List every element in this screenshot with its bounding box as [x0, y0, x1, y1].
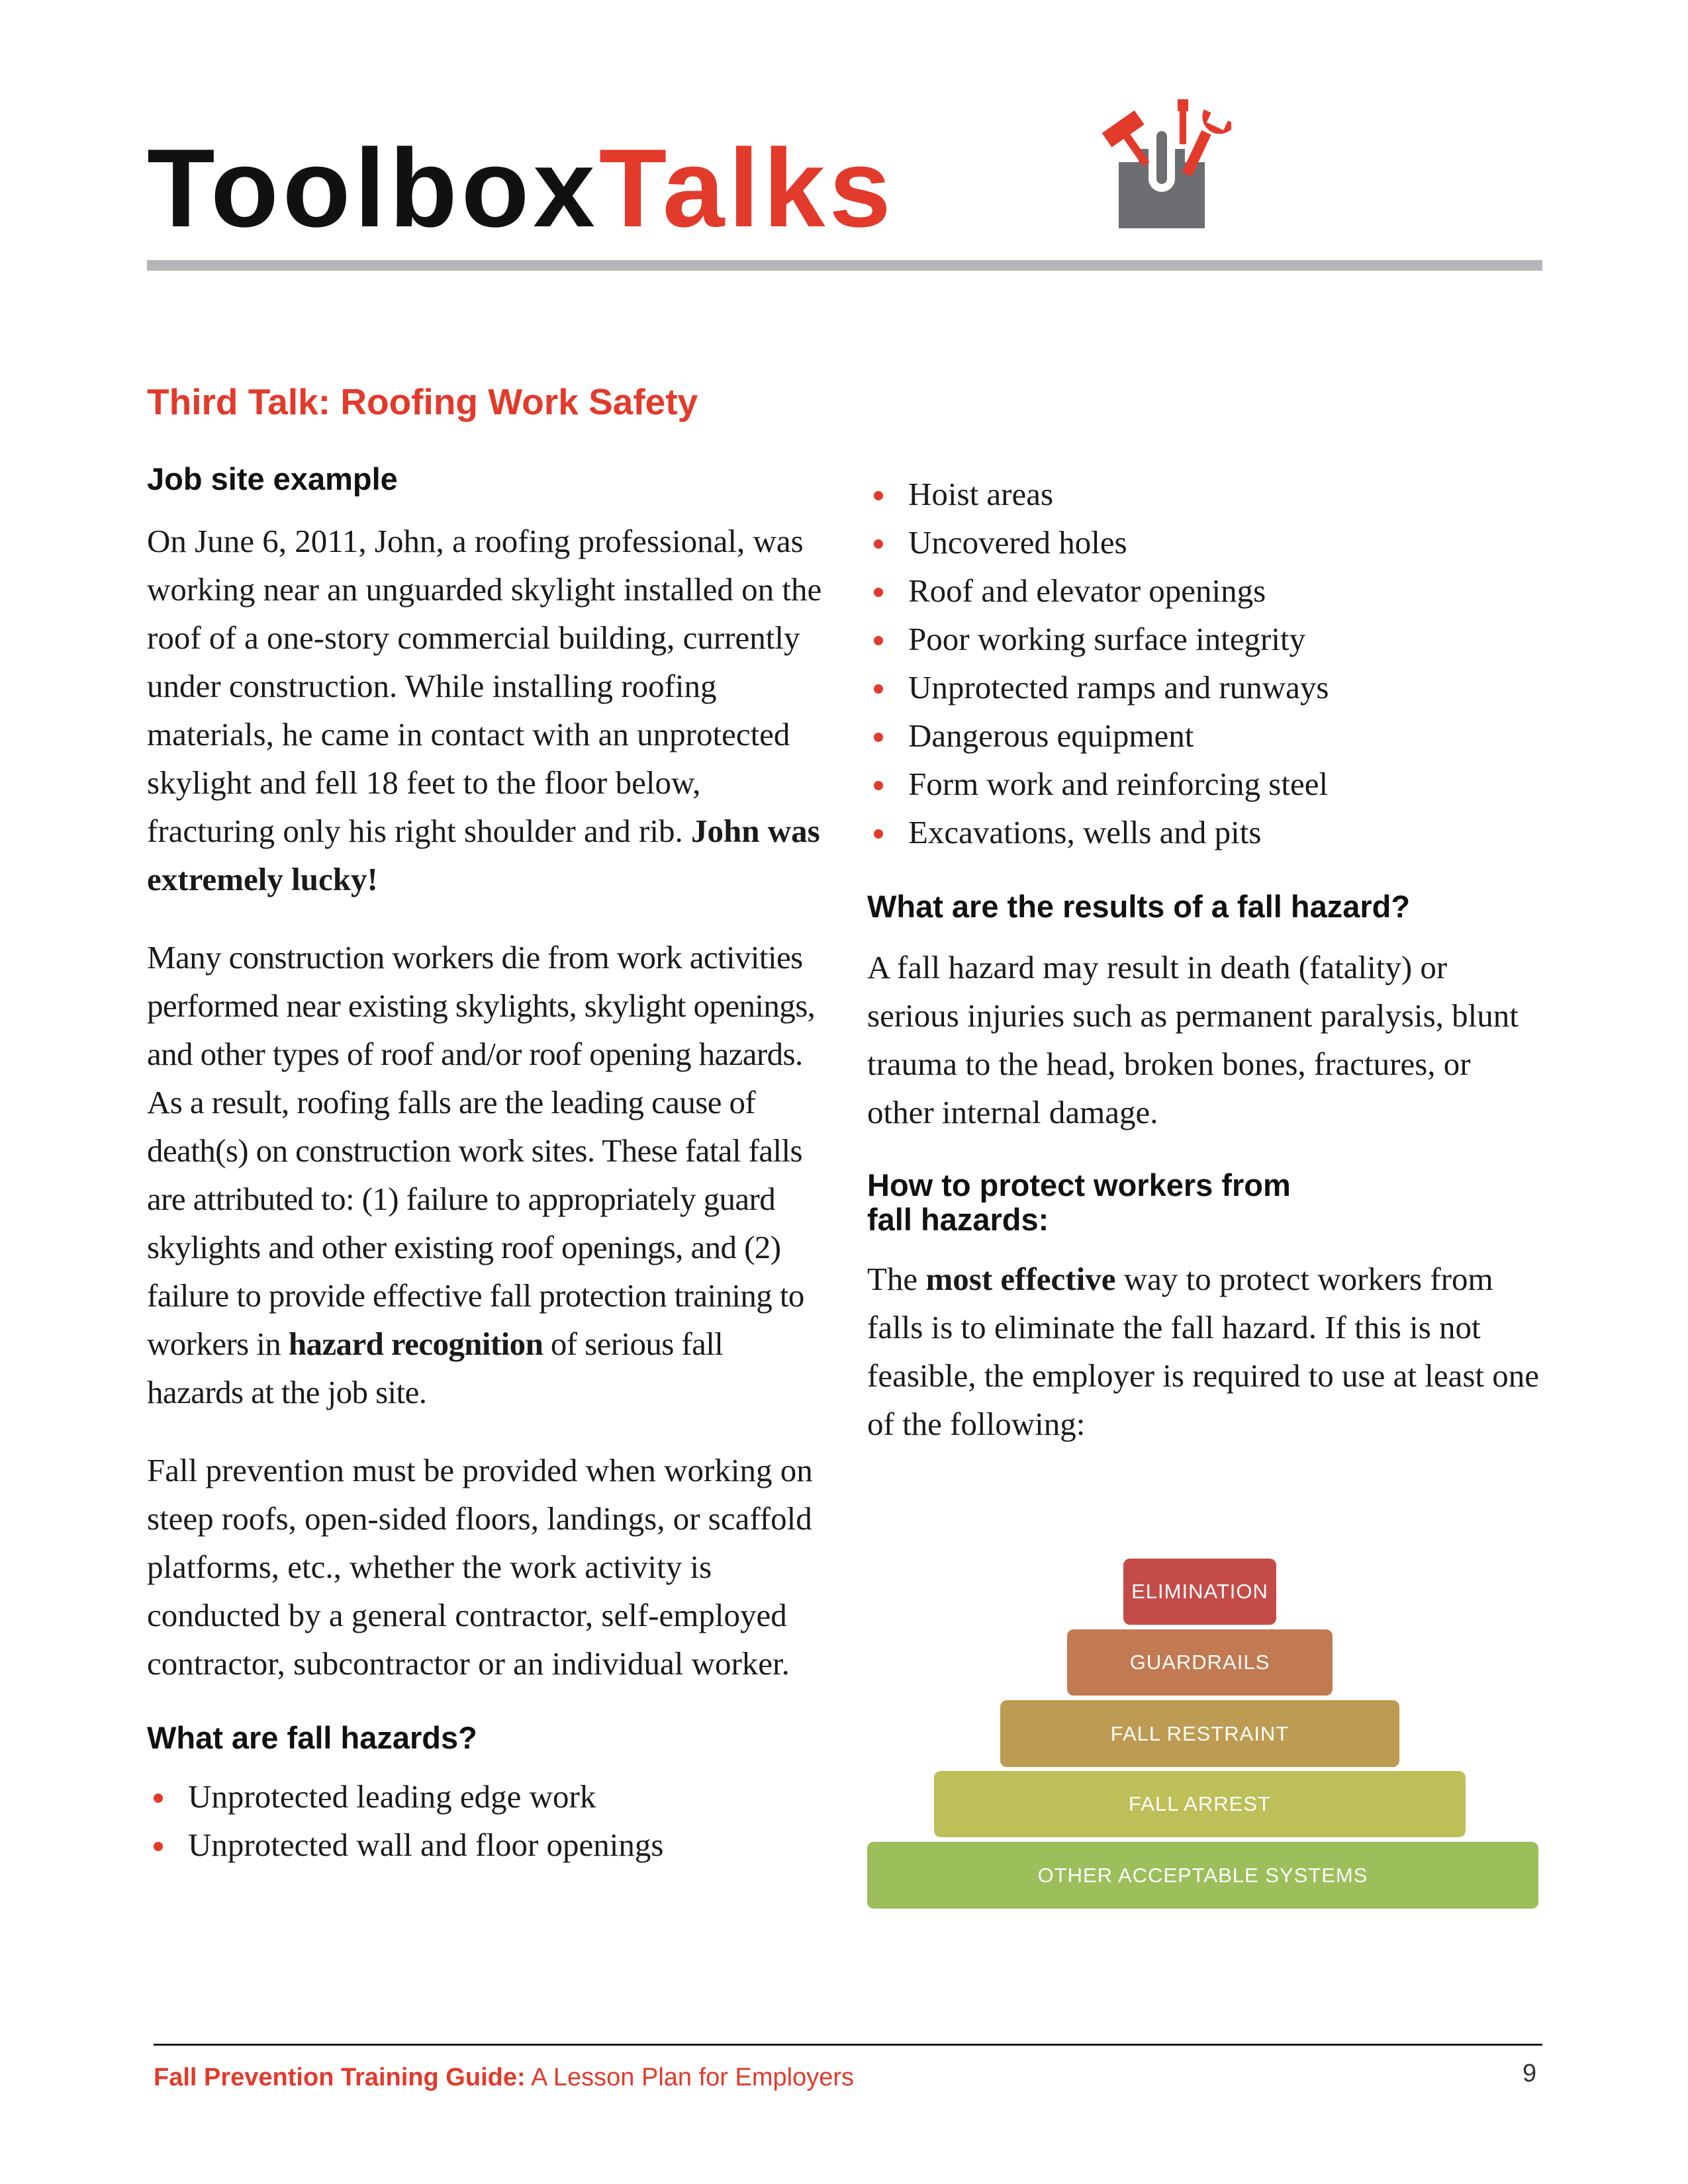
- paragraph-results: A fall hazard may result in death (fatality) or serious injuries such as permanent paralysis, blunt trauma to the head, broken bones, fractures, or other internal damage.: [867, 948, 1519, 1130]
- paragraph-workers-die-bold: hazard recognition: [288, 1325, 543, 1362]
- heading-results: What are the results of a fall hazard?: [867, 889, 1411, 924]
- heading-job-site-example: Job site example: [147, 461, 398, 496]
- paragraph-job-site: [147, 517, 822, 903]
- right-column: [867, 470, 1542, 1448]
- footer-title-rest: A Lesson Plan for Employers: [525, 2064, 855, 2091]
- page-title: Third Talk: Roofing Work Safety: [147, 381, 698, 422]
- pyramid-tier-other-systems: OTHER ACCEPTABLE SYSTEMS: [867, 1842, 1538, 1909]
- list-item: Uncovered holes: [867, 518, 1542, 567]
- list-item: Form work and reinforcing steel: [867, 760, 1542, 808]
- pyramid-tier-fall-restraint: FALL RESTRAINT: [1000, 1700, 1399, 1767]
- logo-word-talks: Talks: [598, 126, 895, 250]
- page-number: 9: [1523, 2060, 1537, 2087]
- fall-hazards-list-left: [147, 1772, 822, 1869]
- paragraph-workers-die-end: of serious fall hazards at the job site.: [147, 1325, 724, 1410]
- paragraph-fall-prevention: Fall prevention must be provided when working on steep roofs, open-sided floors, landings, or scaffold platforms, etc., whether the work activity is conducted by a general contractor, self-employed contractor, subcontractor or an individual worker.: [147, 1451, 813, 1682]
- pyramid-tier-elimination: ELIMINATION: [1123, 1559, 1276, 1625]
- logo-word-toolbox: Toolbox: [147, 126, 599, 250]
- list-item: Poor working surface integrity: [867, 615, 1542, 663]
- list-item: Unprotected wall and floor openings: [147, 1821, 822, 1869]
- paragraph-protect-end: way to protect workers from falls is to eliminate the fall hazard. If this is not feasible, the employer is required to use at least one of the following:: [867, 1260, 1540, 1442]
- paragraph-job-site-bold: John was extremely lucky!: [147, 812, 820, 897]
- paragraph-protect: [867, 1255, 1542, 1448]
- left-column: [147, 462, 822, 1869]
- list-item: Unprotected leading edge work: [147, 1772, 822, 1821]
- footer-title: [154, 2064, 854, 2092]
- heading-how-to-protect-line1: How to protect workers from: [867, 1167, 1291, 1203]
- pyramid-tier-guardrails: GUARDRAILS: [1067, 1629, 1333, 1696]
- list-item: Roof and elevator openings: [867, 567, 1542, 615]
- paragraph-protect-bold: most effective: [925, 1260, 1116, 1297]
- pyramid-tier-fall-arrest: FALL ARREST: [934, 1771, 1466, 1837]
- paragraph-workers-die: [147, 933, 822, 1416]
- list-item: Unprotected ramps and runways: [867, 663, 1542, 711]
- footer-rule: [154, 2044, 1542, 2046]
- fall-hazards-list-right: [867, 470, 1542, 856]
- paragraph-workers-die-text: Many construction workers die from work activities performed near existing skylights, skylight openings, and other types of roof and/or roof opening hazards. As a result, roofing falls are the leading cause of death(s) on construction work sites. These fatal falls are attributed to: (1) failure to appropriately guard skylights and other existing roof openings, and (2) failure to provide effective fall protection training to workers in: [147, 938, 816, 1362]
- list-item: Hoist areas: [867, 470, 1542, 518]
- paragraph-job-site-text: On June 6, 2011, John, a roofing professional, was working near an unguarded skylight installed on the roof of a one-story commercial building, currently under construction. While installing roofing materials, he came in contact with an unprotected skylight and fell 18 feet to the floor below, fracturing only his right shoulder and rib.: [147, 522, 822, 849]
- paragraph-protect-start: The: [867, 1260, 926, 1297]
- toolbox-icon: [1092, 99, 1231, 232]
- heading-fall-hazards: What are fall hazards?: [147, 1719, 477, 1755]
- list-item: Excavations, wells and pits: [867, 808, 1542, 856]
- heading-how-to-protect-line2: fall hazards:: [867, 1202, 1049, 1238]
- list-item: Dangerous equipment: [867, 711, 1542, 760]
- toolbox-talks-logo: [147, 126, 895, 250]
- footer-title-bold: Fall Prevention Training Guide:: [154, 2064, 526, 2091]
- heading-how-to-protect: [867, 1168, 1542, 1238]
- header-rule: [147, 260, 1542, 271]
